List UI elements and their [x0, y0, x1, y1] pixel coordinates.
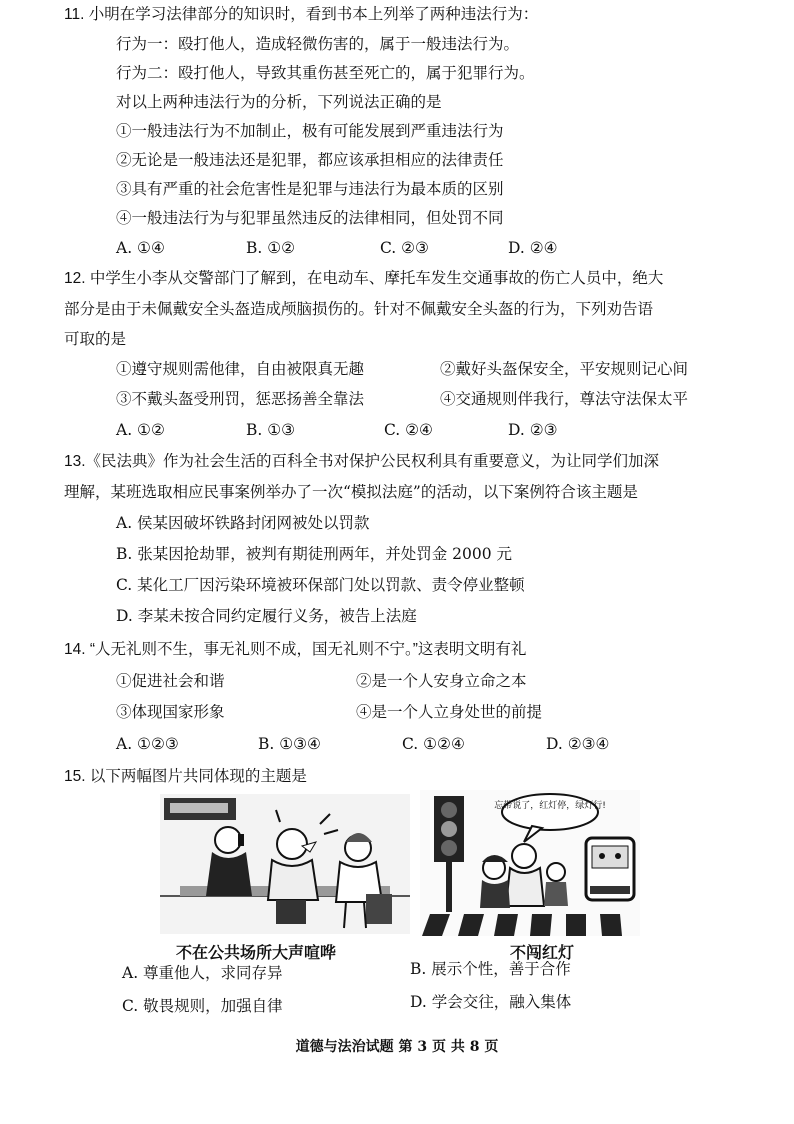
q13-option-a: A. 侯某因破坏铁路封闭网被处以罚款 [116, 514, 370, 532]
q11-option-d: D. ②④ [508, 239, 558, 257]
q14-item-2: ②是一个人安身立命之本 [356, 672, 527, 690]
q12-item-4: ④交通规则伴我行，尊法守法保太平 [440, 390, 689, 408]
page-footer: 道德与法治试题 第 3 页 共 8 页 [295, 1039, 499, 1055]
q12-stem-1: 12. 中学生小李从交警部门了解到，在电动车、摩托车发生交通事故的伤亡人员中，绝大 [64, 270, 664, 287]
q11-item-1: ①一般违法行为不加制止，极有可能发展到严重违法行为 [116, 122, 504, 140]
q12-item-2: ②戴好头盔保安全，平安规则记心间 [440, 360, 689, 378]
q11-act1: 行为一：殴打他人，造成轻微伤害的，属于一般违法行为。 [116, 35, 520, 53]
q14-item-3: ③体现国家形象 [116, 703, 225, 721]
q14-option-b: B. ①③④ [258, 735, 321, 753]
q11-option-a: A. ①④ [116, 239, 165, 257]
q11-option-b: B. ①② [246, 239, 296, 257]
q12-item-1: ①遵守规则需他律，自由被限真无趣 [116, 360, 365, 378]
q11-item-2: ②无论是一般违法还是犯罪，都应该承担相应的法律责任 [116, 151, 504, 169]
q15-option-d: D. 学会交往，融入集体 [410, 993, 572, 1011]
q15-option-b: B. 展示个性，善于合作 [410, 960, 571, 978]
q14-option-c: C. ①②④ [402, 735, 465, 753]
q11-item-3: ③具有严重的社会危害性是犯罪与违法行为最本质的区别 [116, 180, 504, 198]
q15-stem: 15. 以下两幅图片共同体现的主题是 [64, 768, 307, 785]
q14-option-a: A. ①②③ [116, 735, 179, 753]
q13-option-b: B. 张某因抢劫罪，被判有期徒刑两年，并处罚金 2000 元 [116, 545, 513, 563]
q11-act2: 行为二：殴打他人，导致其重伤甚至死亡的，属于犯罪行为。 [116, 64, 535, 82]
q13-option-c: C. 某化工厂因污染环境被环保部门处以罚款、责令停业整顿 [116, 576, 525, 594]
q12-item-3: ③不戴头盔受刑罚，惩恶扬善全靠法 [116, 390, 365, 408]
q12-option-b: B. ①③ [246, 421, 296, 439]
q14-option-d: D. ②③④ [546, 735, 610, 753]
q11-item-4: ④一般违法行为与犯罪虽然违反的法律相同，但处罚不同 [116, 209, 504, 227]
q12-stem-2: 部分是由于未佩戴安全头盔造成颅脑损伤的。针对不佩戴安全头盔的行为，下列劝告语 [64, 300, 654, 318]
q15-option-a: A. 尊重他人，求同存异 [122, 964, 283, 982]
q15-option-c: C. 敬畏规则，加强自律 [122, 997, 283, 1015]
q14-item-1: ①促进社会和谐 [116, 672, 225, 690]
pic2-caption: 不闯红灯 [510, 943, 575, 962]
q14-item-4: ④是一个人立身处世的前提 [356, 703, 543, 721]
q13-option-d: D. 李某未按合同约定履行义务，被告上法庭 [116, 607, 417, 625]
q11-option-c: C. ②③ [380, 239, 429, 257]
q14-stem: 14. “人无礼则不生，事无礼则不成，国无礼则不宁。”这表明文明有礼 [64, 641, 527, 658]
q12-option-a: A. ①② [116, 421, 165, 439]
q12-option-c: C. ②④ [384, 421, 433, 439]
bubble-text: 忘带说了，红灯停，绿灯行! [494, 801, 606, 811]
loud-talking-cartoon [160, 794, 410, 934]
q11-stem: 11. 小明在学习法律部分的知识时，看到书本上列举了两种违法行为： [64, 6, 539, 23]
q12-stem-3: 可取的是 [64, 330, 127, 348]
q12-option-d: D. ②③ [508, 421, 558, 439]
q13-stem-1: 13.《民法典》作为社会生活的百科全书对保护公民权利具有重要意义，为让同学们加深 [64, 453, 660, 470]
q11-question: 对以上两种违法行为的分析，下列说法正确的是 [116, 93, 442, 111]
q13-stem-2: 理解，某班选取相应民事案例举办了一次“模拟法庭”的活动，以下案例符合该主题是 [64, 483, 638, 501]
red-light-cartoon [420, 790, 640, 936]
pic1-caption: 不在公共场所大声喧哗 [176, 943, 337, 962]
